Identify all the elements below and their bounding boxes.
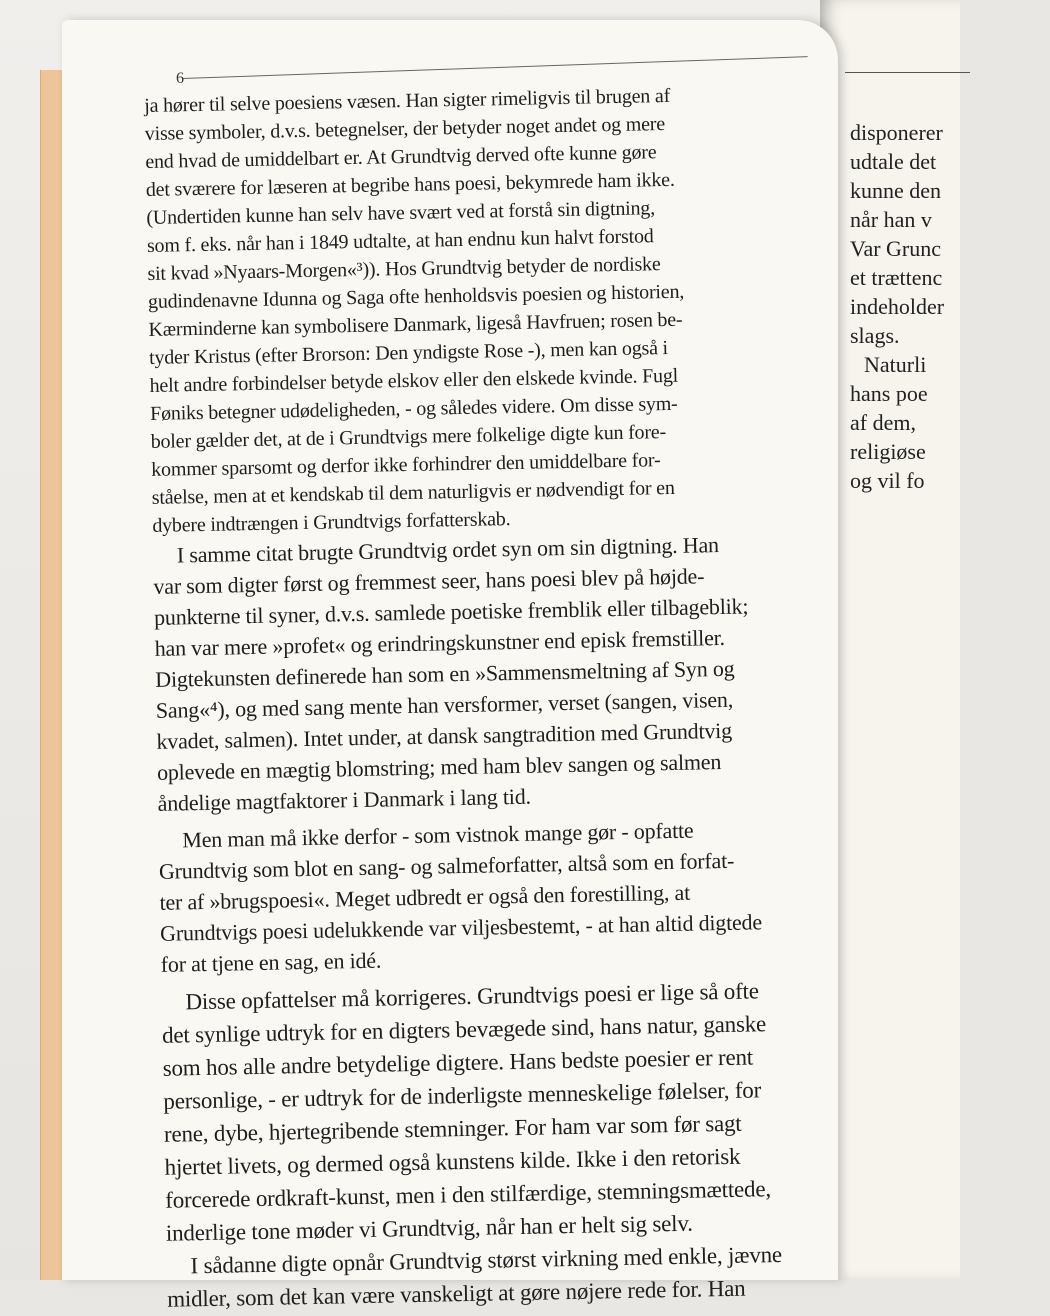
- text-line: oplevede en mægtig blomstring; med ham blev sangen og salmen: [156, 749, 722, 785]
- facing-line: disponerer: [850, 120, 943, 145]
- text-line: tyder Kristus (efter Brorson: Den yndigste Rose -), men kan også i: [148, 336, 669, 369]
- page-number: 6: [176, 70, 184, 87]
- text-line: Sang«⁴), og med sang mente han versformer, verset (sangen, visen,: [155, 686, 734, 723]
- text-line: forcerede ordkraft-kunst, men i den stilfærdige, stemningsmættede,: [165, 1176, 772, 1213]
- text-line: boler gælder det, at de i Grundtvigs mere folkelige digte kun fore-: [150, 421, 667, 453]
- text-line: I samme citat brugte Grundtvig ordet syn om sin digtning. Han: [176, 532, 720, 568]
- facing-line: hans poe: [850, 381, 928, 406]
- text-line: hjertet livets, og dermed også kunstens kilde. Ikke i den retorisk: [164, 1143, 741, 1180]
- book-page: [62, 20, 838, 1312]
- text-line: han var mere »profet« og erindringskunstner end episk fremstiller.: [154, 624, 726, 661]
- text-line: det sværere for læseren at begribe hans poesi, bekymrede ham ikke.: [145, 168, 675, 201]
- facing-line: et trættenc: [850, 265, 943, 290]
- facing-line: når han v: [850, 207, 932, 232]
- text-line: sit kvad »Nyaars-Morgen«³)). Hos Grundtvig betyder de nordiske: [147, 253, 661, 285]
- text-line: (Undertiden kunne han selv have svært ved at forstå sin digtning,: [146, 197, 656, 229]
- text-line: ståelse, men at et kendskab til dem naturligvis er nødvendigt for en: [151, 476, 675, 509]
- text-line: Føniks betegner udødeligheden, - og således videre. Om disse sym-: [149, 392, 678, 425]
- header-rule: [182, 56, 808, 79]
- text-line: Kærminderne kan symbolisere Danmark, ligeså Havfruen; rosen be-: [148, 308, 683, 341]
- facing-line: af dem,: [850, 410, 916, 435]
- text-line: kvadet, salmen). Intet under, at dansk sangtradition med Grundtvig: [156, 717, 733, 754]
- facing-line: Var Grunc: [850, 236, 942, 261]
- text-line: midler, som det kan være vanskeligt at gøre nøjere rede for. Han: [166, 1275, 746, 1312]
- body-text: [144, 79, 857, 1316]
- text-line: punkterne til syner, d.v.s. samlede poetiske fremblik eller tilbageblik;: [153, 593, 749, 630]
- facing-line: religiøse: [850, 439, 926, 464]
- facing-line: Naturli: [864, 352, 927, 377]
- facing-line: kunne den: [850, 178, 942, 203]
- text-line: Men man må ikke derfor - som vistnok mange gør - opfatte: [182, 817, 694, 853]
- text-line: kommer sparsomt og derfor ikke forhindrer den umiddelbare for-: [151, 449, 661, 481]
- facing-line: udtale det: [850, 149, 937, 174]
- text-line: visse symboler, d.v.s. betegnelser, der betyder noget andet og mere: [144, 113, 666, 145]
- text-line: Digtekunsten definerede han som en »Sammensmeltning af Syn og: [155, 655, 735, 692]
- text-line: ja hører til selve poesiens væsen. Han sigter rimeligvis til brugen af: [144, 84, 671, 117]
- text-line: ter af »brugspoesi«. Meget udbredt er også den forestilling, at: [159, 879, 691, 915]
- text-line: for at tjene en sag, en idé.: [160, 947, 382, 977]
- text-line: I sådanne digte opnår Grundtvig størst virkning med enkle, jævne: [190, 1241, 783, 1279]
- facing-line: og vil fo: [850, 468, 925, 493]
- text-line: Grundtvig som blot en sang- og salmeforfatter, altså som en forfat-: [158, 847, 735, 884]
- text-line: Disse opfattelser må korrigeres. Grundtvigs poesi er lige så ofte: [185, 978, 759, 1015]
- facing-page-text: [850, 118, 1050, 495]
- text-line: det synlige udtryk for en digters bevægede sind, hans natur, ganske: [161, 1011, 767, 1048]
- text-line: som hos alle andre betydelige digtere. Hans bedste poesier er rent: [162, 1044, 754, 1081]
- text-line: end hvad de umiddelbart er. At Grundtvig derved ofte kunne gøre: [145, 141, 657, 173]
- text-line: personlige, - er udtryk for de inderligste menneskelige følelser, for: [163, 1077, 762, 1114]
- text-line: Grundtvigs poesi udelukkende var viljesbestemt, - at han altid digtede: [159, 909, 763, 946]
- facing-line: indeholder: [850, 294, 945, 319]
- text-line: inderlige tone møder vi Grundtvig, når han er helt sig selv.: [165, 1210, 693, 1246]
- text-line: åndelige magtfaktorer i Danmark i lang tid.: [157, 783, 532, 816]
- text-line: helt andre forbindelser betyde elskov eller den elskede kvinde. Fugl: [149, 364, 679, 397]
- text-line: gudindenavne Idunna og Saga ofte henholdsvis poesien og historien,: [147, 280, 685, 313]
- text-line: var som digter først og fremmest seer, hans poesi blev på højde-: [153, 563, 705, 599]
- text-line: dybere indtrængen i Grundtvigs forfatterskab.: [152, 508, 511, 537]
- text-line: rene, dybe, hjertegribende stemninger. For ham var som før sagt: [163, 1110, 742, 1147]
- text-line: som f. eks. når han i 1849 udtalte, at han endnu kun halvt forstod: [146, 225, 654, 257]
- facing-line: slags.: [850, 323, 900, 348]
- facing-page-rule: [845, 72, 970, 73]
